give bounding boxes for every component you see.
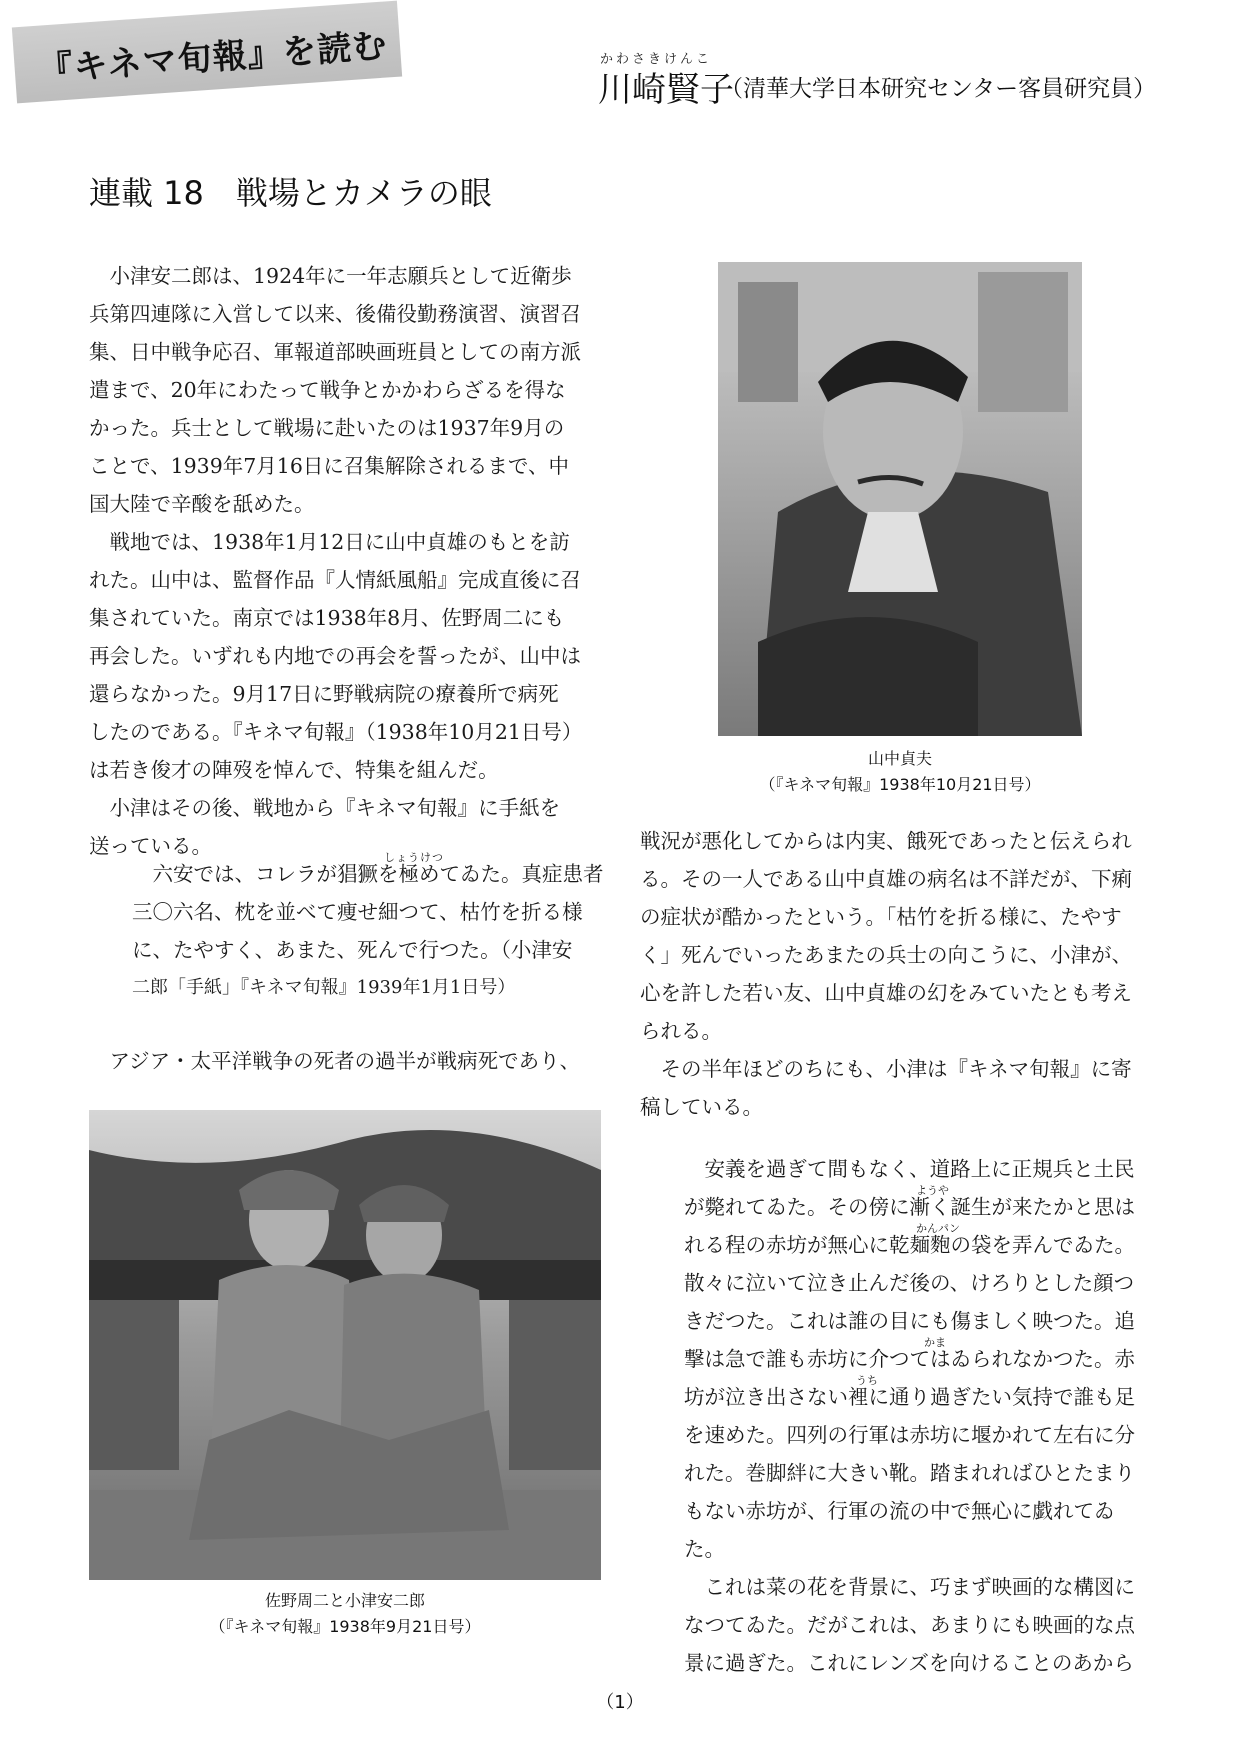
quote1-citation: 二郎「手紙」『キネマ旬報』1939年1月1日号） — [132, 977, 516, 998]
right-column-text — [640, 822, 1132, 1126]
text-line: 心を許した若い友、山中貞雄の幻をみていたとも考え — [640, 981, 1132, 1005]
quote-letter-1939 — [132, 851, 604, 1007]
author-name: 川崎賢子 — [598, 70, 734, 110]
caption-name: 佐野周二と小津安二郎 — [264, 1591, 425, 1610]
quote-letter-2 — [684, 1150, 1135, 1682]
quote-line: れる程の赤坊が無心に乾麺麭の袋を弄んでゐた。 — [684, 1233, 1135, 1257]
quote-line: に、たやすく、あまた、死んで行つた。（小津安 — [132, 938, 573, 962]
text-line: その半年ほどのちにも、小津は『キネマ旬報』に寄 — [660, 1057, 1132, 1081]
article-title: 連載 18 戦場とカメラの眼 — [89, 174, 492, 212]
quote-line: た。 — [684, 1537, 725, 1561]
caption-yamanaka — [718, 746, 1082, 798]
quote-line: を速めた。四列の行軍は赤坊に堰かれて左右に分 — [684, 1423, 1135, 1447]
caption-sano-ozu — [89, 1588, 601, 1640]
quote2-ruby-1: ようや — [916, 1184, 949, 1197]
text-line: したのである。『キネマ旬報』（1938年10月21日号） — [89, 720, 583, 744]
text-line: 小津安二郎は、1924年に一年志願兵として近衛歩 — [109, 264, 572, 288]
text-line: 戦況が悪化してからは内実、餓死であったと伝えられ — [640, 829, 1132, 853]
quote-line: 安義を過ぎて間もなく、道路上に正規兵と土民 — [704, 1157, 1135, 1181]
banner-title: 『キネマ旬報』を読む — [37, 25, 389, 91]
text-line: 小津はその後、戦地から『キネマ旬報』に手紙を — [109, 796, 561, 820]
left-column-continuation — [89, 1042, 580, 1080]
quote-line: 撃は急で誰も赤坊に介つてはゐられなかつた。赤 — [684, 1347, 1135, 1371]
quote-line: 景に過ぎた。これにレンズを向けることのあから — [684, 1651, 1134, 1675]
photo-sano-ozu — [89, 1110, 601, 1580]
caption-source: （『キネマ旬報』1938年9月21日号） — [209, 1617, 481, 1636]
photo-yamanaka — [718, 262, 1082, 736]
quote2-ruby-4: うち — [856, 1374, 878, 1387]
quote-line: なつてゐた。だがこれは、あまりにも映画的な点 — [684, 1613, 1135, 1637]
quote-line: が斃れてゐた。その傍に漸く誕生が来たかと思は — [684, 1195, 1135, 1219]
quote-line: これは菜の花を背景に、巧まず映画的な構図に — [704, 1575, 1135, 1599]
quote2-ruby-2: かんパン — [916, 1222, 960, 1235]
photo-sano-ozu-image — [89, 1110, 601, 1580]
quote-line: れた。巻脚絆に大きい靴。踏まれればひとたまり — [684, 1461, 1135, 1485]
quote-line: 坊が泣き出さない裡に通り過ぎたい気持で誰も足 — [684, 1385, 1135, 1409]
text-line: 集されていた。南京では1938年8月、佐野周二にも — [89, 606, 565, 630]
text-line: ことで、1939年7月16日に召集解除されるまで、中 — [89, 454, 569, 478]
text-line: く」死んでいったあまたの兵士の向こうに、小津が、 — [640, 943, 1132, 967]
text-line: 送っている。 — [89, 834, 212, 858]
quote-line: きだつた。これは誰の目にも傷ましく映つた。追 — [684, 1309, 1135, 1333]
text-line: 国大陸で辛酸を舐めた。 — [89, 492, 315, 516]
series-banner — [14, 14, 400, 90]
text-line: かった。兵士として戦場に赴いたのは1937年9月の — [89, 416, 565, 440]
text-line: られる。 — [640, 1019, 722, 1043]
text-line: る。その一人である山中貞雄の病名は不詳だが、下痢 — [640, 867, 1132, 891]
text-line: 集、日中戦争応召、軍報道部映画班員としての南方派 — [89, 340, 581, 364]
page-number: （1） — [596, 1692, 644, 1713]
caption-source: （『キネマ旬報』1938年10月21日号） — [759, 775, 1041, 794]
text-line: 還らなかった。9月17日に野戦病院の療養所で病死 — [89, 682, 559, 706]
text-line: 再会した。いずれも内地での再会を誓ったが、山中は — [89, 644, 581, 668]
photo-yamanaka-image — [718, 262, 1082, 736]
quote2-ruby-3: かま — [924, 1336, 946, 1349]
caption-name: 山中貞夫 — [867, 749, 932, 768]
author-ruby: かわさきけんこ — [600, 52, 713, 67]
text-line: 兵第四連隊に入営して以来、後備役勤務演習、演習召 — [89, 302, 581, 326]
quote-line: 三〇六名、枕を並べて痩せ細つて、枯竹を折る様 — [132, 900, 583, 924]
text-line: 稿している。 — [640, 1095, 763, 1119]
quote-line: 六安では、コレラが猖獗を極めてゐた。真症患者 — [152, 862, 604, 886]
text-line: れた。山中は、監督作品『人情紙風船』完成直後に召 — [89, 568, 581, 592]
text-line: は若き俊才の陣歿を悼んで、特集を組んだ。 — [89, 758, 499, 782]
quote-line: 散々に泣いて泣き止んだ後の、けろりとした顔つ — [684, 1271, 1135, 1295]
text-line: 戦地では、1938年1月12日に山中貞雄のもとを訪 — [109, 530, 570, 554]
paragraph: アジア・太平洋戦争の死者の過半が戦病死であり、 — [109, 1049, 581, 1073]
quote1-ruby: しょうけつ — [384, 851, 444, 864]
text-line: の症状が酷かったという。「枯竹を折る様に、たやす — [640, 905, 1122, 929]
author-affiliation: （清華大学日本研究センター客員研究員） — [720, 76, 1157, 102]
left-column-text — [89, 257, 609, 865]
text-line: 遣まで、20年にわたって戦争とかかわらざるを得な — [89, 378, 566, 402]
quote-line: もない赤坊が、行軍の流の中で無心に戯れてゐ — [684, 1499, 1115, 1523]
